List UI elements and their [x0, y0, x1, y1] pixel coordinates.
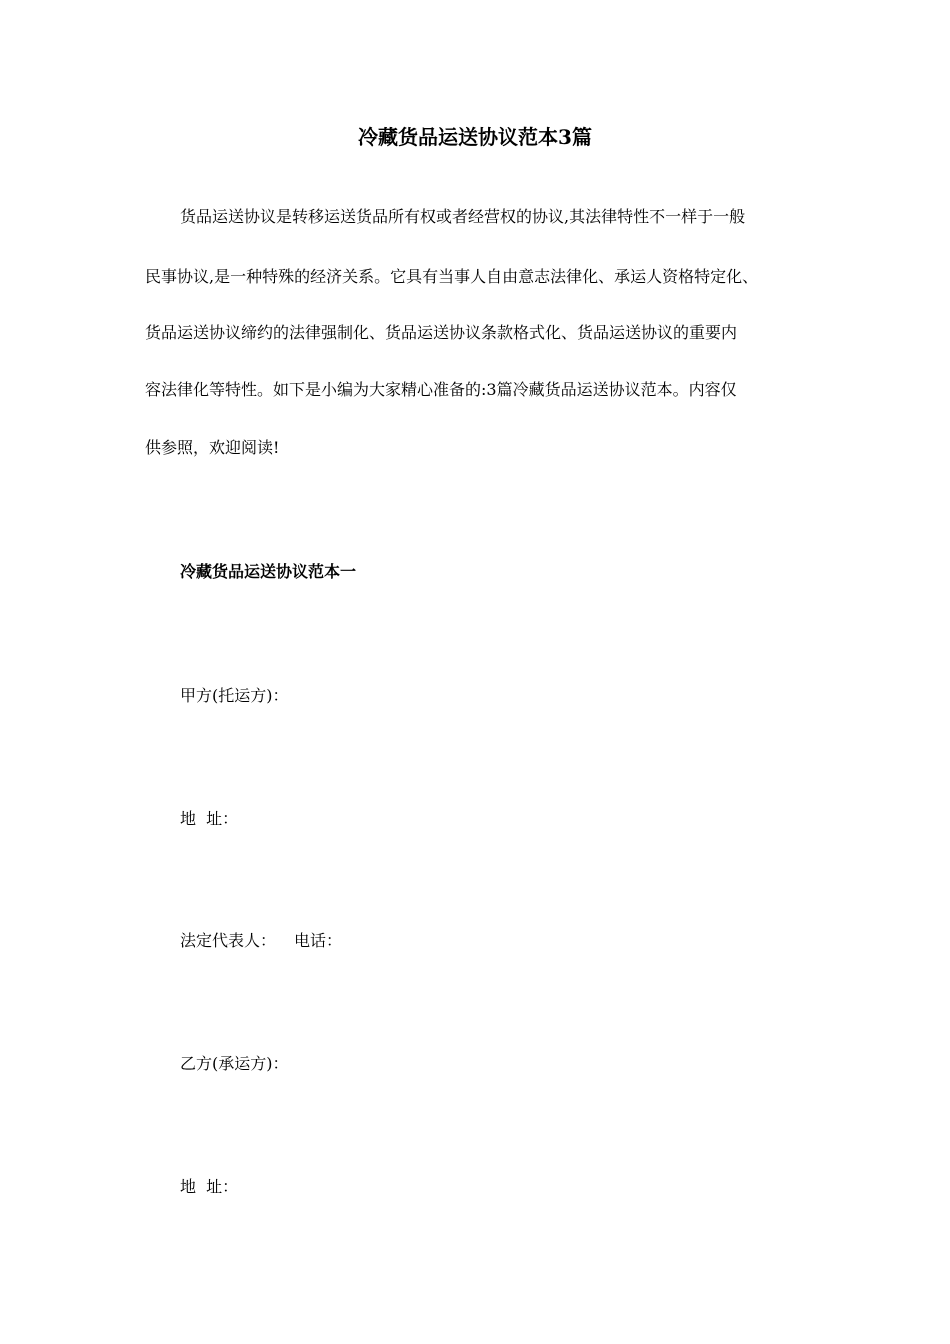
legal-rep-label: 法定代表人：	[180, 931, 277, 950]
address-b-label: 地 址：	[180, 1177, 239, 1196]
legal-rep-phone-row	[180, 929, 342, 953]
intro-line-3: 货品运送协议缔约的法律强制化、货品运送协议条款格式化、货品运送协议的重要内	[145, 323, 738, 342]
intro-line-2: 民事协议,是一种特殊的经济关系。它具有当事人自由意志法律化、承运人资格特定化、	[145, 267, 759, 286]
party-a-label: 甲方(托运方)：	[180, 686, 289, 705]
intro-line-5: 供参照，欢迎阅读!	[145, 438, 280, 457]
address-a-label: 地 址：	[180, 809, 239, 828]
intro-line-1: 货品运送协议是转移运送货品所有权或者经营权的协议,其法律特性不一样于一般	[180, 207, 746, 226]
document-title: 冷藏货品运送协议范本3篇	[358, 125, 592, 149]
section-heading: 冷藏货品运送协议范本一	[180, 562, 357, 581]
phone-label: 电话：	[294, 931, 343, 950]
intro-line-4: 容法律化等特性。如下是小编为大家精心准备的:3篇冷藏货品运送协议范本。内容仅	[145, 380, 737, 399]
party-b-label: 乙方(承运方)：	[180, 1054, 289, 1073]
